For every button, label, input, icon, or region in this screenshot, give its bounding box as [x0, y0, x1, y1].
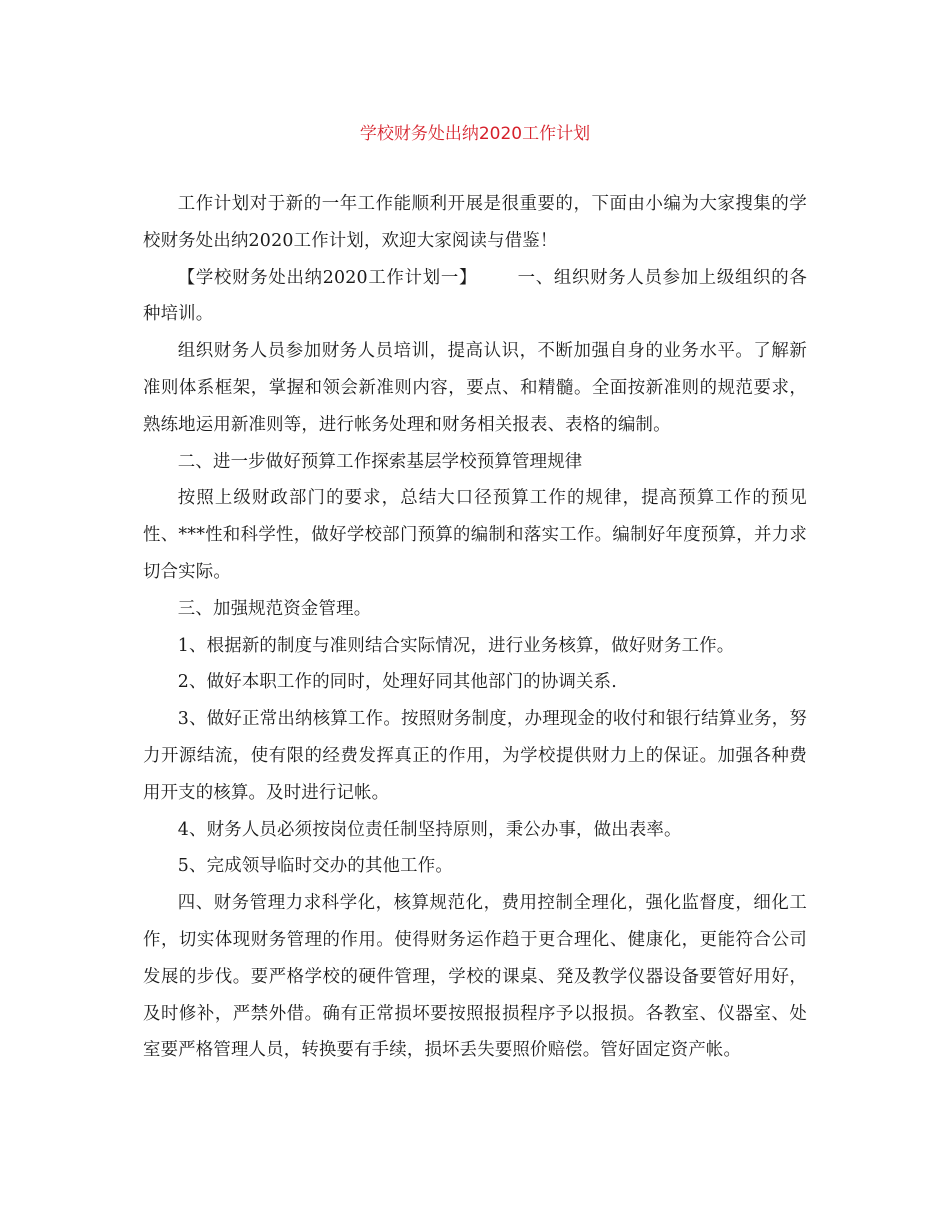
- item-two-paragraph: 按照上级财政部门的要求，总结大口径预算工作的规律，提高预算工作的预见性、***性和科学性，做好学校部门预算的编制和落实工作。编制好年度预算，并力求切合实际。: [143, 488, 807, 582]
- section-heading-paragraph: [143, 260, 807, 334]
- item-four-paragraph: 四、财务管理力求科学化，核算规范化，费用控制全理化，强化监督度，细化工作，切实体现财务管理的作用。使得财务运作趋于更合理化、健康化，更能符合公司发展的步伐。要严格学校的硬件管理，学校的课桌、発及教学仪器设备要管好用好，及时修补，严禁外借。确有正常损坏要按照报损程序予以报损。各教室、仪器室、处室要严格管理人员，转换要有手续，损坏丢失要照价赔偿。管好固定资产帐。: [143, 893, 807, 1061]
- item-one-heading: 一、组织财务人员参加上级组织的各种培训。: [143, 267, 808, 325]
- item-two-heading: 二、进一步做好预算工作探索基层学校预算管理规律: [177, 451, 583, 472]
- item-one-paragraph: 组织财务人员参加财务人员培训，提高认识，不断加强自身的业务水平。了解新准则体系框架，掌握和领会新准则内容，要点、和精髓。全面按新准则的规范要求，熟练地运用新准则等，进行帐务处理和财务相关报表、表格的编制。: [143, 341, 807, 435]
- subitem-3: 3、做好正常出纳核算工作。按照财务制度，办理现金的收付和银行结算业务，努力开源结流，使有限的经费发挥真正的作用，为学校提供财力上的保证。加强各种费用开支的核算。及时进行记帐。: [143, 709, 807, 803]
- intro-paragraph: 工作计划对于新的一年工作能顺利开展是很重要的，下面由小编为大家搜集的学校财务处出纳2020工作计划，欢迎大家阅读与借鉴！: [143, 194, 807, 251]
- document-title: 学校财务处出纳2020工作计划: [359, 124, 591, 144]
- plan-one-heading: 【学校财务处出纳2020工作计划一】: [177, 267, 478, 288]
- subitem-4: 4、财务人员必须按岗位责任制坚持原则，秉公办事，做出表率。: [177, 819, 682, 840]
- document-body: [143, 186, 807, 1069]
- item-three-heading: 三、加强规范资金管理。: [177, 598, 372, 619]
- subitem-1: 1、根据新的制度与准则结合实际情况，进行业务核算，做好财务工作。: [177, 635, 735, 656]
- subitem-2: 2、做好本职工作的同时，处理好同其他部门的协调关系.: [177, 672, 617, 693]
- subitem-5: 5、完成领导临时交办的其他工作。: [177, 856, 453, 877]
